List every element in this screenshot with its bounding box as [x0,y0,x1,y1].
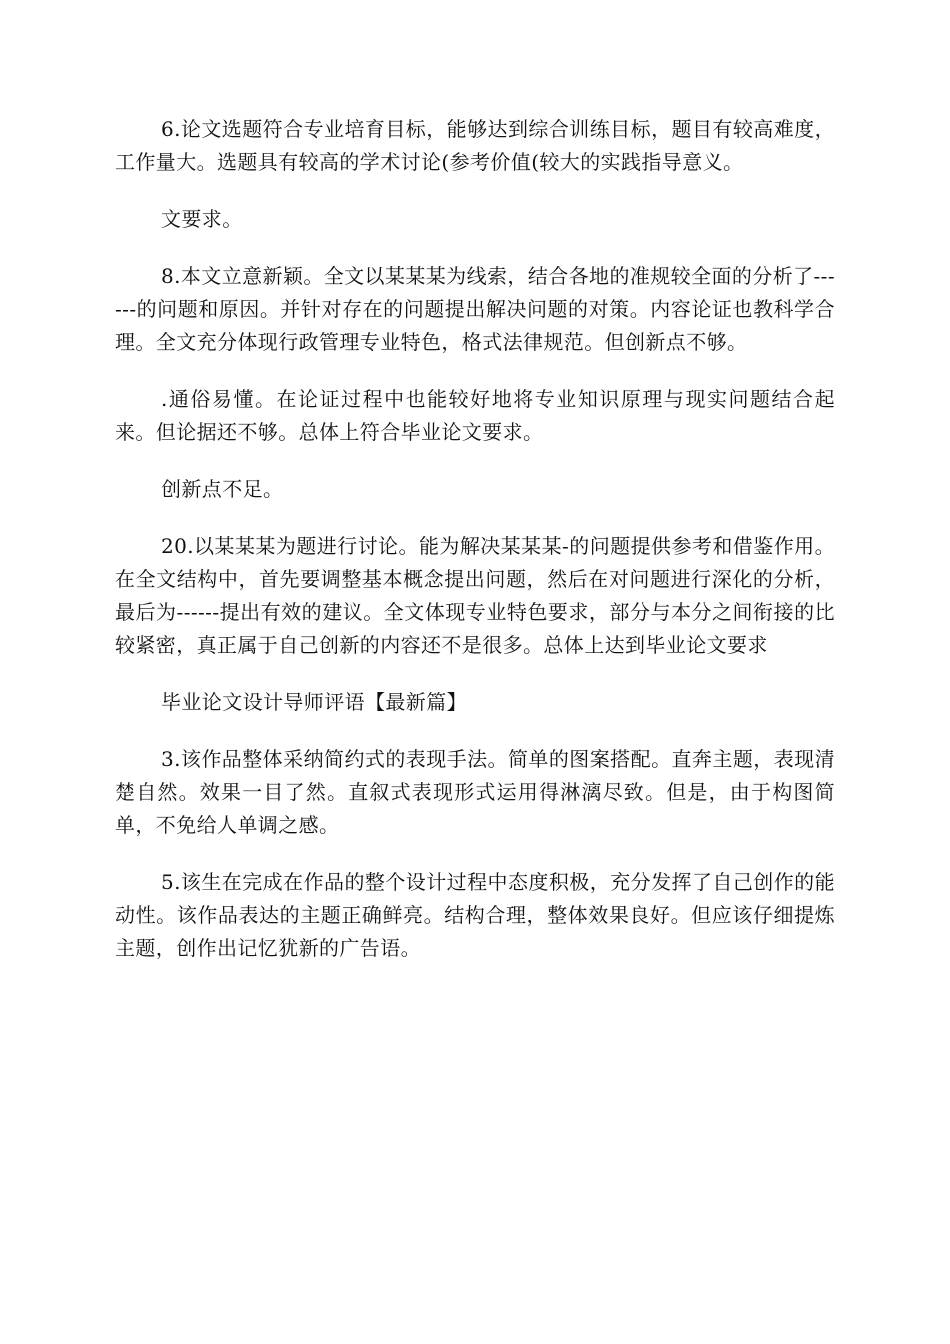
paragraph-5: 创新点不足。 [161,477,284,501]
paragraph-3: 8.本文立意新颖。全文以某某某为线索，结合各地的准规较全面的分析了------的问题和原因。并针对存在的问题提出解决问题的对策。内容论证也教科学合理。全文充分体现行政管理专业特色，格式法律规范。但创新点不够。 [115,264,835,354]
section-heading: 毕业论文设计导师评语【最新篇】 [161,690,467,714]
paragraph-9: 5.该生在完成在作品的整个设计过程中态度积极，充分发挥了自己创作的能动性。该作品表达的主题正确鲜亮。结构合理，整体效果良好。但应该仔细提炼主题，创作出记忆犹新的广告语。 [115,870,835,960]
paragraph-1: 6.论文选题符合专业培育目标，能够达到综合训练目标，题目有较高难度，工作量大。选题具有较高的学术讨论(参考价值(较大的实践指导意义。 [115,117,835,174]
paragraph-8: 3.该作品整体采纳简约式的表现手法。简单的图案搭配。直奔主题，表现清楚自然。效果一目了然。直叙式表现形式运用得淋漓尽致。但是，由于构图简单，不免给人单调之感。 [115,747,835,837]
paragraph-6: 20.以某某某为题进行讨论。能为解决某某某-的问题提供参考和借鉴作用。在全文结构中，首先要调整基本概念提出问题，然后在对问题进行深化的分析，最后为------提出有效的建议。全文体现专业特色要求，部分与本分之间衔接的比较紧密，真正属于自己创新的内容还不是很多。总体上达到毕业论文要求 [115,534,835,657]
paragraph-2: 文要求。 [161,207,243,231]
document-body [115,113,835,989]
paragraph-4: .通俗易懂。在论证过程中也能较好地将专业知识原理与现实问题结合起来。但论据还不够。总体上符合毕业论文要求。 [115,387,835,444]
